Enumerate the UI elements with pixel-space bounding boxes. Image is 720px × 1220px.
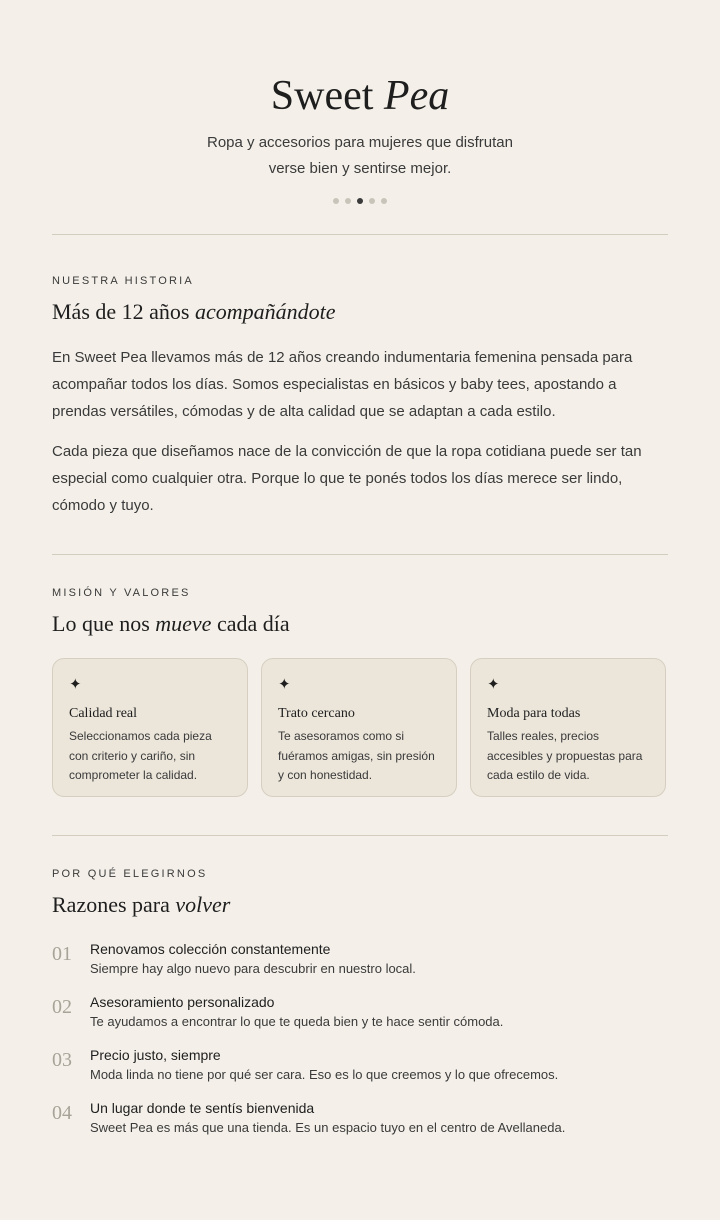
sparkle-icon: ✦ [487, 676, 500, 693]
mission-section [52, 586, 668, 797]
divider [52, 835, 668, 836]
value-card-title: Calidad real [69, 706, 138, 721]
value-card [52, 658, 248, 797]
section-title: Más de 12 años acompañándote [52, 299, 336, 324]
value-card-title: Moda para todas [487, 706, 581, 721]
section-eyebrow: NUESTRA HISTORIA [52, 275, 194, 287]
carousel-dots [0, 198, 720, 204]
values-cards [52, 658, 668, 797]
tagline: Ropa y accesorios para mujeres que disfrutan verse bien y sentirse mejor. [207, 134, 513, 177]
reason-item [52, 1045, 668, 1098]
reason-text: Te ayudamos a encontrar lo que te queda bien y te hace sentir cómoda. [90, 1014, 504, 1029]
section-eyebrow: POR QUÉ ELEGIRNOS [52, 868, 208, 880]
reason-item [52, 992, 668, 1045]
history-section [52, 274, 668, 519]
reason-number: 02 [52, 996, 72, 1018]
reason-title: Precio justo, siempre [90, 1047, 221, 1063]
brand-title: Sweet Pea [270, 73, 450, 119]
reason-item [52, 1098, 668, 1151]
carousel-dot-active[interactable] [357, 198, 363, 204]
section-eyebrow: MISIÓN Y VALORES [52, 587, 191, 599]
reason-title: Renovamos colección constantemente [90, 941, 331, 957]
sparkle-icon: ✦ [69, 676, 82, 693]
reason-title: Un lugar donde te sentís bienvenida [90, 1100, 315, 1116]
reason-number: 03 [52, 1049, 72, 1071]
section-title: Lo que nos mueve cada día [52, 611, 290, 636]
value-card-text: Te asesoramos como si fuéramos amigas, sin presión y con honestidad. [278, 729, 435, 782]
history-paragraph: Cada pieza que diseñamos nace de la convicción de que la ropa cotidiana puede ser tan especial como cualquier otra. Porque lo que te ponés todos los días merece ser lindo, cómodo y tuyo. [52, 443, 642, 514]
hero [0, 0, 720, 204]
reason-title: Asesoramiento personalizado [90, 994, 275, 1010]
value-card-title: Trato cercano [278, 706, 355, 721]
reasons-section [52, 867, 668, 1151]
divider [52, 234, 668, 235]
reason-number: 04 [52, 1102, 72, 1124]
value-card-text: Seleccionamos cada pieza con criterio y cariño, sin comprometer la calidad. [69, 729, 212, 782]
reason-text: Sweet Pea es más que una tienda. Es un espacio tuyo en el centro de Avellaneda. [90, 1120, 566, 1135]
divider [52, 554, 668, 555]
reason-text: Siempre hay algo nuevo para descubrir en nuestro local. [90, 961, 416, 976]
carousel-dot[interactable] [345, 198, 351, 204]
value-card-text: Talles reales, precios accesibles y propuestas para cada estilo de vida. [487, 729, 643, 782]
section-title: Razones para volver [52, 892, 231, 917]
reason-text: Moda linda no tiene por qué ser cara. Eso es lo que creemos y lo que ofrecemos. [90, 1067, 559, 1082]
reason-number: 01 [52, 943, 72, 965]
value-card [261, 658, 457, 797]
carousel-dot[interactable] [333, 198, 339, 204]
reasons-list [52, 939, 668, 1151]
carousel-dot[interactable] [369, 198, 375, 204]
reason-item [52, 939, 668, 992]
carousel-dot[interactable] [381, 198, 387, 204]
history-paragraph: En Sweet Pea llevamos más de 12 años creando indumentaria femenina pensada para acompañar todos los días. Somos especialistas en básicos y baby tees, apostando a prendas versátiles, cómodas y de alta calidad que se adaptan a cada estilo. [52, 349, 633, 420]
sparkle-icon: ✦ [278, 676, 291, 693]
value-card [470, 658, 666, 797]
